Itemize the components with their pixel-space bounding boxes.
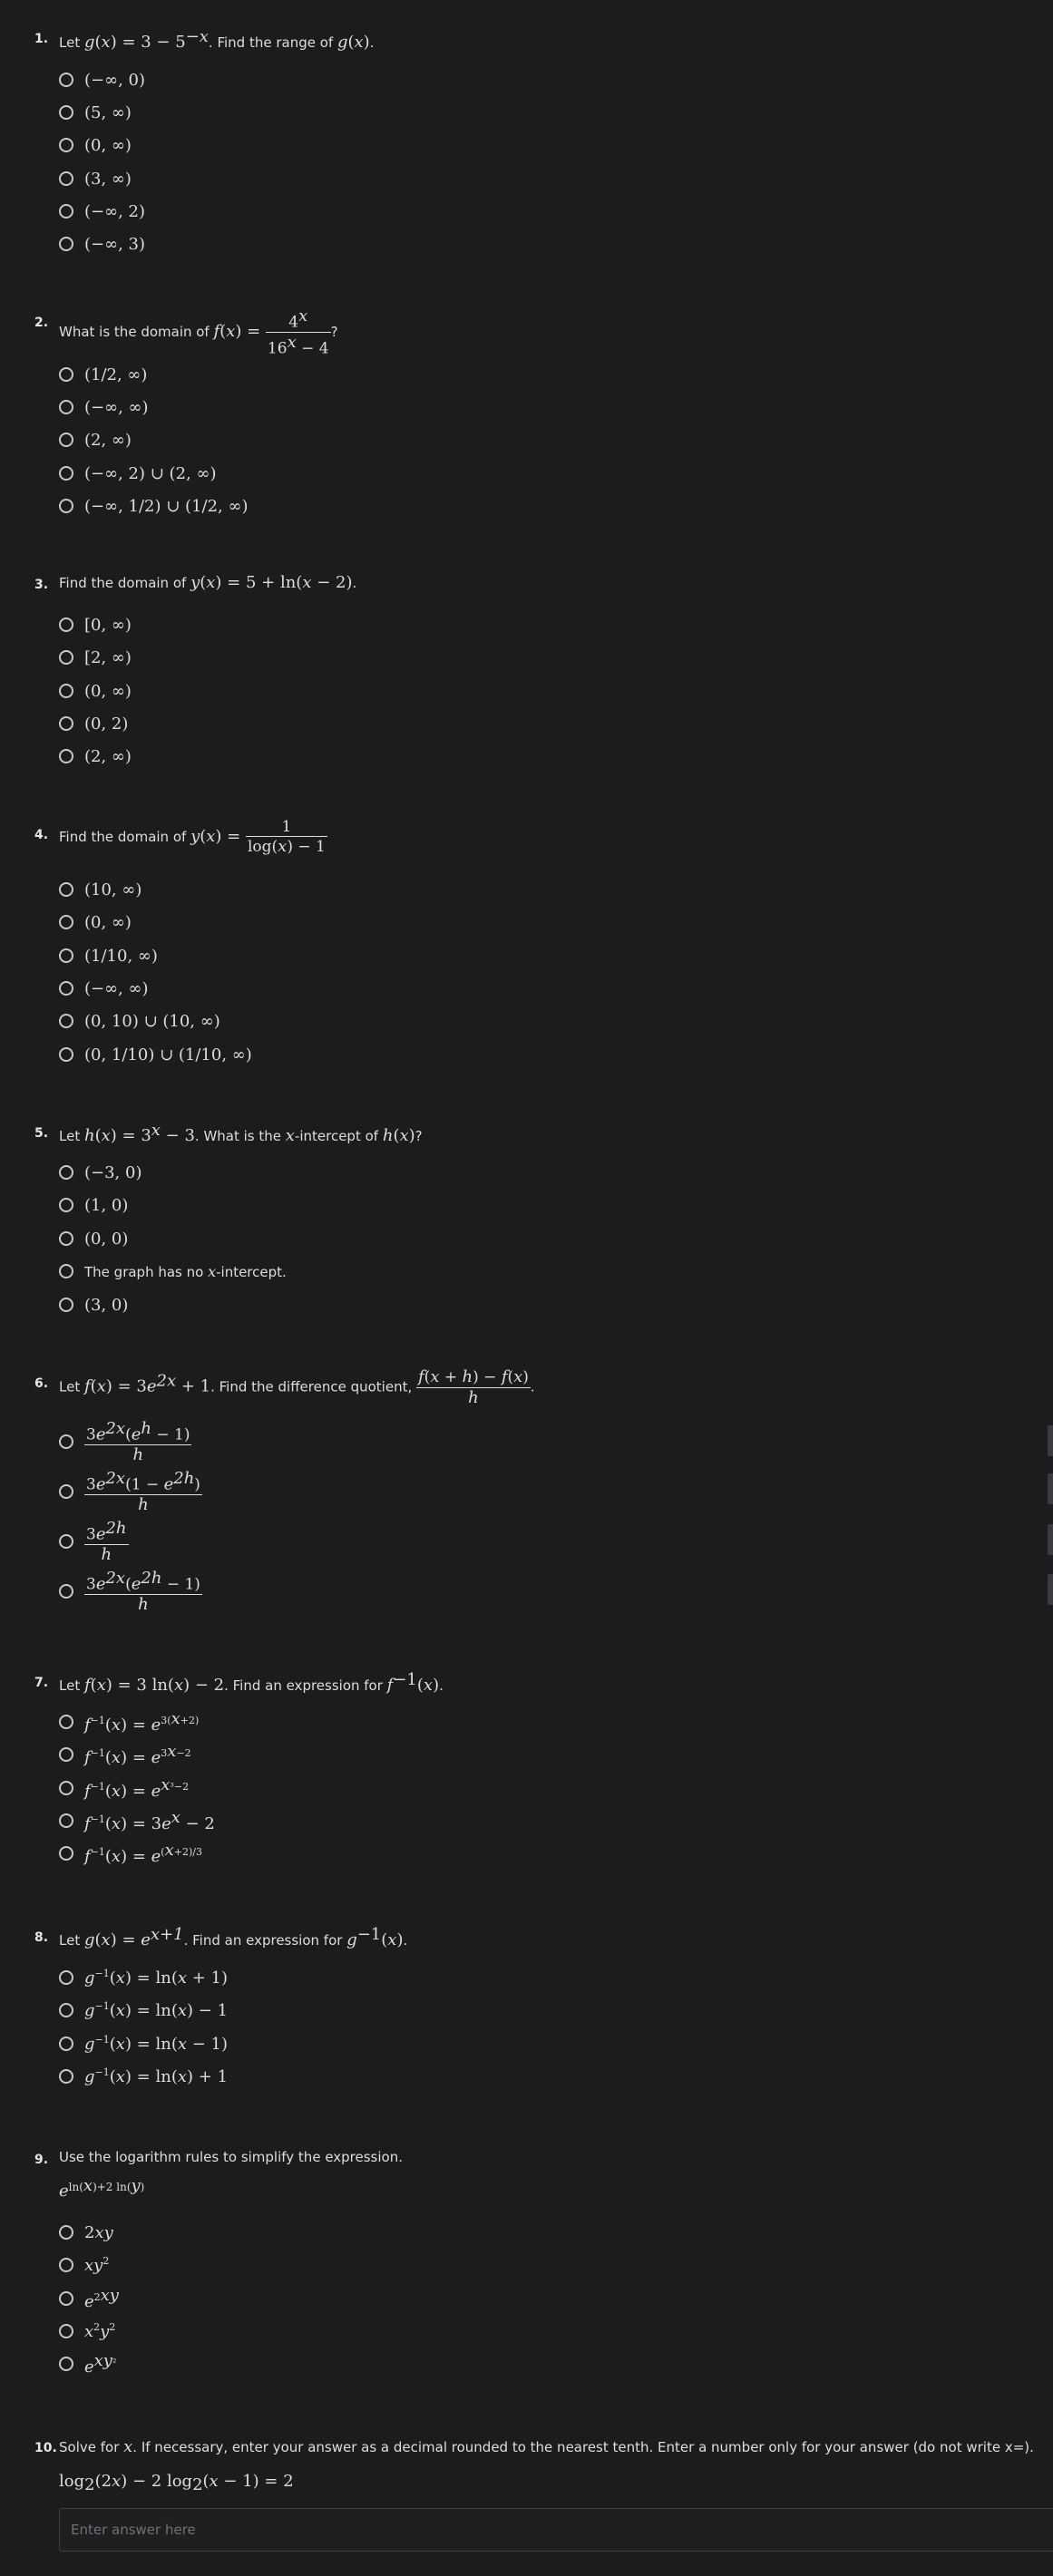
- question-number: 2.: [34, 316, 49, 330]
- question-number: 4.: [34, 828, 49, 842]
- radio-icon[interactable]: [59, 1970, 73, 1985]
- option-radio[interactable]: (0, 1/10) ∪ (1/10, ∞): [59, 1043, 252, 1066]
- radio-icon[interactable]: [59, 1198, 73, 1212]
- radio-icon[interactable]: [59, 716, 73, 731]
- option-radio[interactable]: [59, 2319, 115, 2343]
- option-label: $g^{-1}(x) = \ln(x + 1)$: [84, 1968, 229, 1988]
- option-radio[interactable]: [0, ∞): [59, 613, 132, 637]
- option-label: $f^{-1}(x) = e^{3x-2}$: [84, 1742, 191, 1767]
- option-label: $f^{-1}(x) = 3e^x - 2$: [84, 1808, 215, 1833]
- option-label: $e^{xy^2}$: [84, 2351, 117, 2377]
- option-radio[interactable]: (−∞, 0): [59, 68, 145, 92]
- radio-icon[interactable]: [59, 617, 73, 632]
- option-radio[interactable]: (−∞, 2): [59, 199, 145, 223]
- radio-icon[interactable]: [59, 1534, 73, 1549]
- radio-icon[interactable]: [59, 1014, 73, 1028]
- radio-icon[interactable]: [59, 138, 73, 152]
- option-radio[interactable]: (−∞, 3): [59, 232, 145, 256]
- option-label: $\frac{3e^{2x}(1 - e^{2h})}{h}$: [86, 1468, 200, 1514]
- option-label: $\frac{3e^{2x}(e^h - 1)}{h}$: [86, 1418, 190, 1464]
- option-radio[interactable]: (0, 10) ∪ (10, ∞): [59, 1009, 220, 1033]
- radio-icon[interactable]: [59, 1298, 73, 1312]
- radio-icon[interactable]: [59, 1747, 73, 1762]
- option-label: $g^{-1}(x) = \ln(x) + 1$: [84, 2066, 229, 2086]
- radio-icon[interactable]: [59, 466, 73, 481]
- question-text: Let $g(x) = 3 - 5^{-x}$. Find the range of g(x).: [59, 27, 375, 52]
- option-radio[interactable]: (10, ∞): [59, 878, 141, 901]
- option-radio[interactable]: (2, ∞): [59, 744, 132, 768]
- option-label: $f^{-1}(x) = e^{3(x+2)}$: [84, 1709, 200, 1735]
- option-radio[interactable]: (5, ∞): [59, 101, 132, 124]
- option-label: $e^{2xy}$: [84, 2286, 119, 2311]
- option-radio[interactable]: [59, 2032, 228, 2056]
- option-label: $\frac{3e^{2h}}{h}$: [86, 1518, 127, 1564]
- radio-icon[interactable]: [59, 2069, 73, 2084]
- equation: $\log_2(2x) - 2$ $\log_2(x - 1) = 2$: [59, 2472, 294, 2494]
- radio-icon[interactable]: [59, 1484, 73, 1499]
- radio-icon[interactable]: [59, 204, 73, 219]
- radio-icon[interactable]: [59, 2003, 73, 2017]
- option-radio[interactable]: [59, 1259, 287, 1283]
- scrollbar-marker[interactable]: [1048, 1473, 1053, 1504]
- radio-icon[interactable]: [59, 650, 73, 665]
- radio-icon[interactable]: [59, 499, 73, 513]
- radio-icon[interactable]: [59, 2357, 73, 2371]
- scrollbar-marker[interactable]: [1048, 1574, 1053, 1605]
- option-radio[interactable]: (−3, 0): [59, 1161, 141, 1184]
- radio-icon[interactable]: [59, 1165, 73, 1180]
- option-radio[interactable]: (0, ∞): [59, 910, 132, 934]
- option-radio[interactable]: (0, ∞): [59, 133, 132, 157]
- option-radio[interactable]: (−∞, 1/2) ∪ (1/2, ∞): [59, 494, 249, 518]
- radio-icon[interactable]: [59, 981, 73, 996]
- option-radio[interactable]: [59, 1418, 191, 1464]
- option-radio[interactable]: (−∞, ∞): [59, 977, 149, 1000]
- radio-icon[interactable]: [59, 1584, 73, 1599]
- option-label: $f^{-1}(x) = e^{(x+2)/3}$: [84, 1841, 202, 1866]
- question-text: Solve for x. If necessary, enter your answer as a decimal rounded to the nearest tenth. Enter a number only for your answer (do not write x=).: [59, 2437, 1034, 2456]
- question-text: What is the domain of f(x) = $\frac{4^x}{16^x - 4}$ ?: [59, 306, 338, 358]
- radio-icon[interactable]: [59, 2291, 73, 2306]
- option-radio[interactable]: [59, 1743, 191, 1766]
- option-radio[interactable]: [59, 2253, 109, 2277]
- radio-icon[interactable]: [59, 948, 73, 963]
- question-text: Use the logarithm rules to simplify the expression.: [59, 2149, 403, 2165]
- radio-icon[interactable]: [59, 400, 73, 414]
- question-number: 6.: [34, 1376, 49, 1391]
- radio-icon[interactable]: [59, 433, 73, 447]
- radio-icon[interactable]: [59, 882, 73, 897]
- question-text: Let $g(x) = e^{x+1}$. Find an expression for $g^{-1}(x)$.: [59, 1925, 408, 1949]
- option-radio[interactable]: [59, 2352, 116, 2376]
- option-radio[interactable]: [59, 1710, 199, 1734]
- question-text: Let $h(x) = 3^x - 3$. What is the x-intercept of h(x)?: [59, 1121, 423, 1145]
- option-radio[interactable]: (3, ∞): [59, 167, 132, 190]
- question-number: 10.: [34, 2441, 57, 2455]
- radio-icon[interactable]: [59, 915, 73, 929]
- radio-icon[interactable]: [59, 2036, 73, 2051]
- question-number: 7.: [34, 1676, 49, 1690]
- option-radio[interactable]: [59, 1468, 202, 1514]
- option-radio[interactable]: (3, 0): [59, 1293, 128, 1317]
- radio-icon[interactable]: [59, 1434, 73, 1449]
- radio-icon[interactable]: [59, 1781, 73, 1795]
- option-label: $xy^2$: [84, 2255, 110, 2275]
- option-radio[interactable]: [59, 1568, 202, 1614]
- option-label: $g^{-1}(x) = \ln(x) - 1$: [84, 2000, 229, 2020]
- radio-icon[interactable]: [59, 1813, 73, 1828]
- question-number: 9.: [34, 2153, 49, 2167]
- radio-icon[interactable]: [59, 1264, 73, 1278]
- option-radio[interactable]: (2, ∞): [59, 428, 132, 452]
- radio-icon[interactable]: [59, 1047, 73, 1062]
- radio-icon[interactable]: [59, 171, 73, 186]
- option-radio[interactable]: (1/2, ∞): [59, 363, 147, 386]
- radio-icon[interactable]: [59, 73, 73, 87]
- option-radio[interactable]: [59, 2287, 119, 2310]
- option-label: 2xy: [84, 2222, 113, 2242]
- option-radio[interactable]: [59, 1809, 215, 1832]
- option-radio[interactable]: [59, 1966, 228, 1989]
- question-number: 3.: [34, 578, 49, 592]
- radio-icon[interactable]: [59, 684, 73, 698]
- radio-icon[interactable]: [59, 2225, 73, 2240]
- radio-icon[interactable]: [59, 2324, 73, 2338]
- scrollbar-marker[interactable]: [1048, 1425, 1053, 1456]
- question-number: 8.: [34, 1930, 49, 1945]
- option-radio[interactable]: (1, 0): [59, 1193, 128, 1217]
- option-radio[interactable]: (−∞, 2) ∪ (2, ∞): [59, 462, 216, 485]
- option-radio[interactable]: (−∞, ∞): [59, 395, 149, 419]
- option-label: $x^2y^2$: [84, 2321, 116, 2341]
- option-label: $f^{-1}(x) = e^{x^3-2}$: [84, 1775, 190, 1801]
- option-radio[interactable]: [59, 2221, 113, 2244]
- radio-icon[interactable]: [59, 105, 73, 120]
- option-radio[interactable]: [59, 2065, 228, 2088]
- question-number: 5.: [34, 1126, 49, 1141]
- radio-icon[interactable]: [59, 749, 73, 763]
- question-text: Let f(x) = 3 ln(x) − 2. Find an expression for $f^{-1}(x)$.: [59, 1670, 444, 1695]
- expression: $e^{ln(x)+2 ln(y)}$: [59, 2176, 145, 2201]
- question-number: 1.: [34, 32, 49, 46]
- option-radio[interactable]: (0, ∞): [59, 679, 132, 703]
- question-text: Let $f(x) = 3e^{2x} + 1$. Find the difference quotient, $\frac{f(x + h) - f(x)}{h}$ .: [59, 1367, 535, 1407]
- option-radio[interactable]: [2, ∞): [59, 646, 132, 669]
- option-radio[interactable]: (1/10, ∞): [59, 944, 158, 967]
- radio-icon[interactable]: [59, 367, 73, 382]
- radio-icon[interactable]: [59, 2258, 73, 2272]
- option-radio[interactable]: (0, 2): [59, 712, 128, 735]
- radio-icon[interactable]: [59, 1846, 73, 1861]
- scrollbar-marker[interactable]: [1048, 1524, 1053, 1555]
- question-text: Find the domain of y(x) = $\frac{1}{\log(x) - 1}$: [59, 818, 326, 857]
- question-text: Find the domain of y(x) = 5 + ln(x − 2).: [59, 573, 357, 592]
- radio-icon[interactable]: [59, 237, 73, 251]
- radio-icon[interactable]: [59, 1231, 73, 1246]
- option-radio[interactable]: [59, 1518, 129, 1564]
- option-radio[interactable]: [59, 1842, 202, 1865]
- option-radio[interactable]: [59, 1998, 228, 2022]
- option-label: $\frac{3e^{2x}(e^{2h} - 1)}{h}$: [86, 1568, 200, 1614]
- option-label: $g^{-1}(x) = \ln(x - 1)$: [84, 2034, 229, 2054]
- option-radio[interactable]: [59, 1776, 189, 1800]
- radio-icon[interactable]: [59, 1715, 73, 1729]
- answer-input[interactable]: [59, 2508, 1053, 2552]
- option-label: The graph has no x-intercept.: [84, 1262, 287, 1280]
- option-radio[interactable]: (0, 0): [59, 1227, 128, 1250]
